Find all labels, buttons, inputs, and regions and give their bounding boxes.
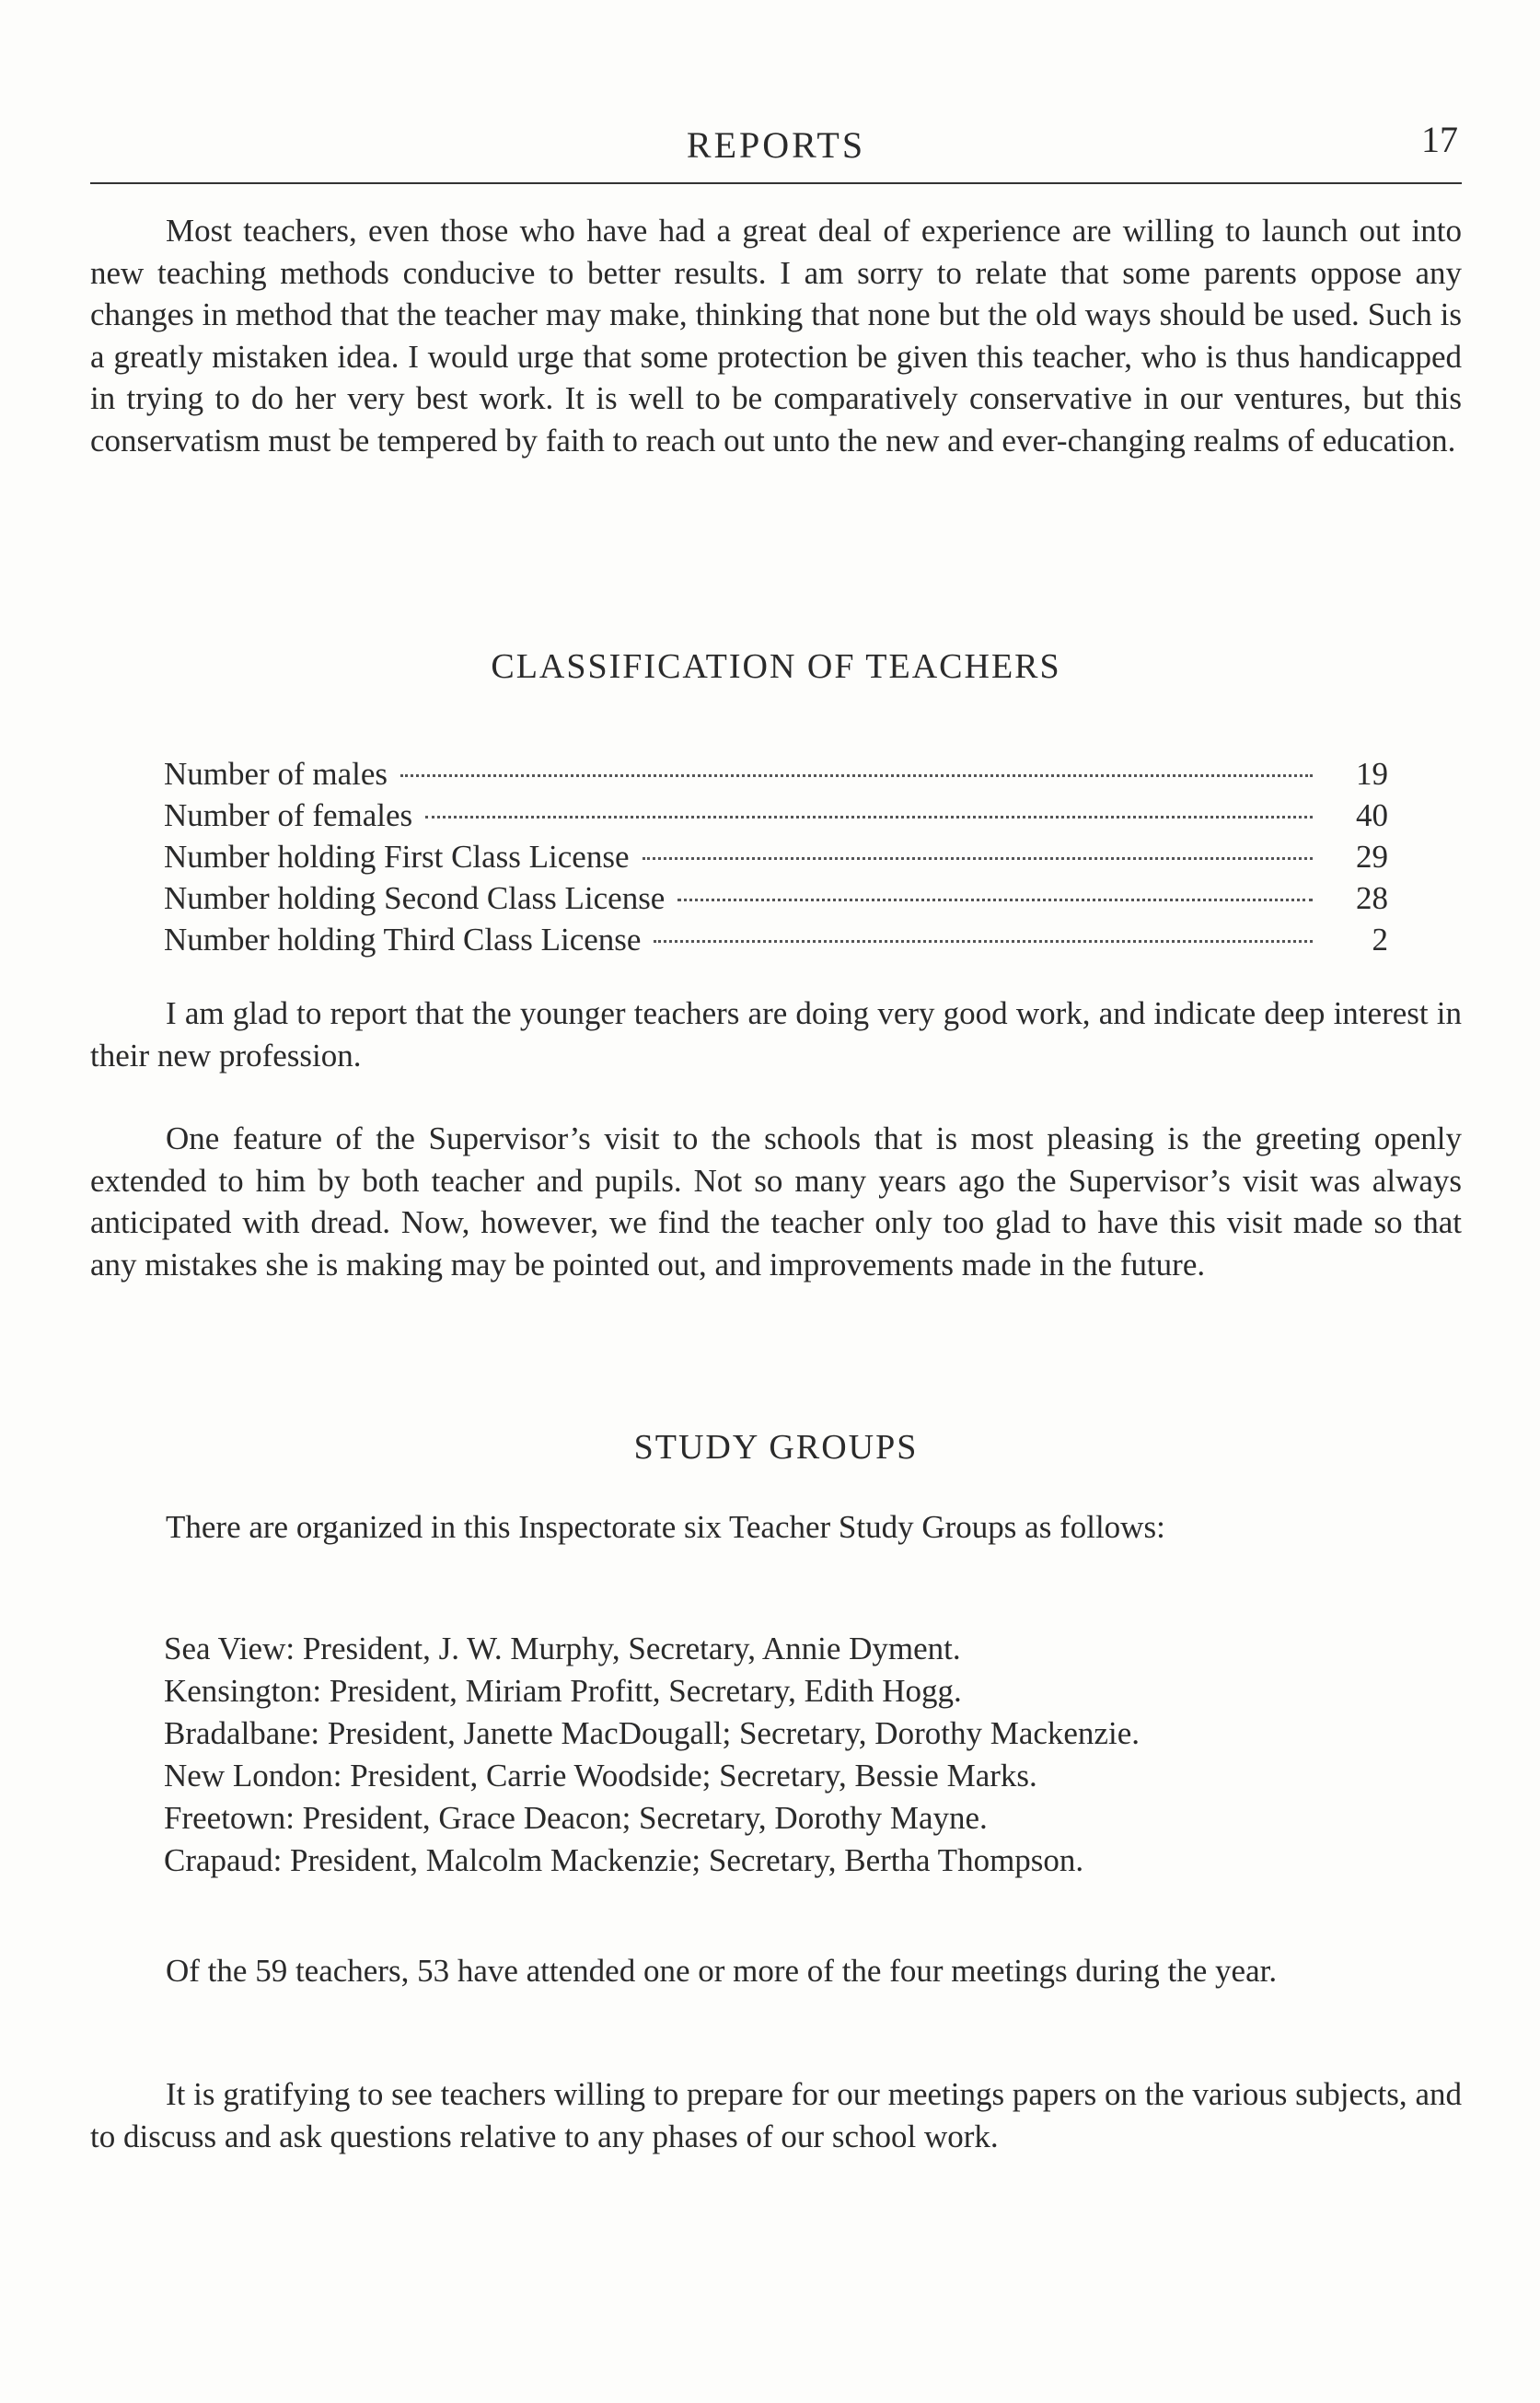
dot-leader <box>654 940 1313 943</box>
stat-row-first-class <box>164 836 1388 877</box>
dot-leader <box>643 857 1313 860</box>
stat-value: 2 <box>1372 922 1388 958</box>
header-rule <box>90 182 1462 184</box>
study-group-item: Sea View: President, J. W. Murphy, Secretary, Annie Dyment. <box>164 1631 961 1666</box>
running-title: REPORTS <box>686 124 866 166</box>
dot-leader <box>677 899 1313 901</box>
stat-value: 19 <box>1356 756 1388 792</box>
classification-heading: CLASSIFICATION OF TEACHERS <box>491 647 1061 686</box>
stat-label: Number of females <box>164 797 413 833</box>
stat-value: 40 <box>1356 797 1388 833</box>
paragraph-new-methods: Most teachers, even those who have had a great deal of experience are willing to launch out into new teaching methods conducive to better results. I am sorry to relate that some parents oppose any changes in method that the teacher may make, thinking that none but the old ways should be used. Such is a greatly mistaken idea. I would urge that some protection be given this teacher, who is thus handicapped in trying to do her very best work. It is well to be comparatively conservative in our ventures, but this conservatism must be tempered by faith to reach out unto the new and ever-changing realms of education. <box>90 213 1462 459</box>
paragraph-supervisor-visit: One feature of the Supervisor’s visit to the schools that is most pleasing is the greeting openly extended to him by both teacher and pupils. Not so many years ago the Supervisor’s visit was always anticipated with dread. Now, however, we find the teacher only too glad to have this visit made so that any mistakes she is making may be pointed out, and improvements made in the future. <box>90 1120 1462 1283</box>
study-group-item: Bradalbane: President, Janette MacDougall; Secretary, Dorothy Mackenzie. <box>164 1715 1140 1751</box>
stat-label: Number holding First Class License <box>164 839 630 875</box>
stat-label: Number of males <box>164 756 388 792</box>
study-group-item: New London: President, Carrie Woodside; Secretary, Bessie Marks. <box>164 1758 1037 1794</box>
stat-row-second-class <box>164 877 1388 919</box>
stat-row-females <box>164 795 1388 836</box>
stat-label: Number holding Third Class License <box>164 922 642 958</box>
study-groups-list <box>164 1628 1471 1882</box>
stat-value: 28 <box>1356 880 1388 916</box>
paragraph-meeting-attendance: Of the 59 teachers, 53 have attended one or more of the four meetings during the year. <box>166 1953 1278 1989</box>
study-group-item: Freetown: President, Grace Deacon; Secretary, Dorothy Mayne. <box>164 1800 988 1836</box>
running-head <box>90 118 1462 188</box>
study-group-item: Kensington: President, Miriam Profitt, Secretary, Edith Hogg. <box>164 1673 962 1709</box>
stat-row-males <box>164 753 1388 795</box>
paragraph-study-groups-intro: There are organized in this Inspectorate six Teacher Study Groups as follows: <box>166 1509 1165 1545</box>
paragraph-meeting-papers: It is gratifying to see teachers willing to prepare for our meetings papers on the various subjects, and to discuss and ask questions relative to any phases of our school work. <box>90 2076 1462 2154</box>
page-number: 17 <box>1421 119 1458 160</box>
study-groups-heading: STUDY GROUPS <box>633 1428 919 1467</box>
dot-leader <box>400 774 1313 777</box>
dot-leader <box>425 816 1313 818</box>
paragraph-younger-teachers: I am glad to report that the younger teachers are doing very good work, and indicate deep interest in their new profession. <box>90 995 1462 1074</box>
stat-label: Number holding Second Class License <box>164 880 666 916</box>
stat-value: 29 <box>1356 839 1388 875</box>
stat-row-third-class <box>164 919 1388 960</box>
study-group-item: Crapaud: President, Malcolm Mackenzie; Secretary, Bertha Thompson. <box>164 1842 1084 1878</box>
classification-list <box>164 753 1388 960</box>
